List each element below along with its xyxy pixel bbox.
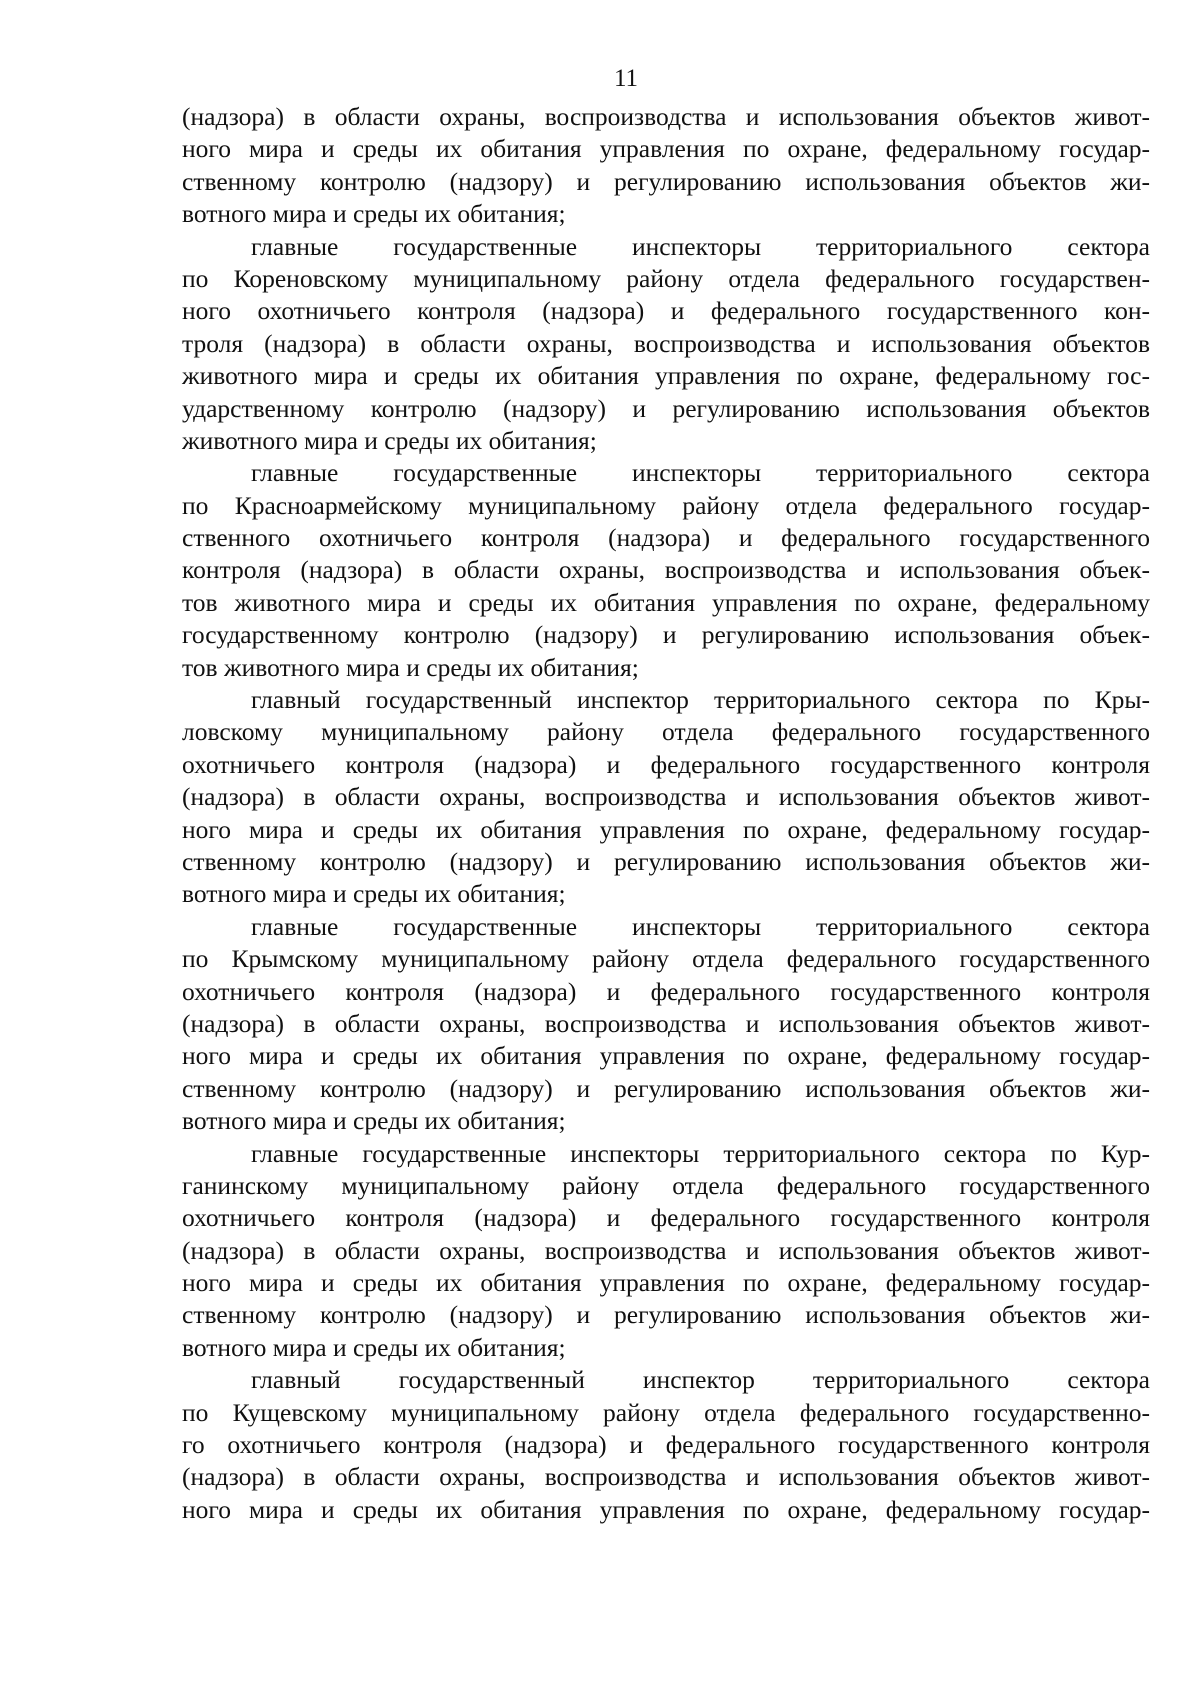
paragraph-line: ного охотничьего контроля (надзора) и федерального государственного кон-: [182, 296, 1150, 326]
paragraph-line: ственному контролю (надзору) и регулированию использования объектов жи-: [182, 1300, 1150, 1330]
paragraph-line: (надзора) в области охраны, воспроизводства и использования объектов живот-: [182, 102, 1150, 131]
paragraph-line: ударственному контролю (надзору) и регулированию использования объектов: [182, 393, 1150, 423]
paragraph-line: ного мира и среды их обитания управления по охране, федеральному государ-: [182, 1041, 1150, 1071]
paragraph-line: ловскому муниципальному району отдела федерального государственного: [182, 717, 1150, 747]
paragraph-line: государственному контролю (надзору) и регулированию использования объек-: [182, 620, 1150, 650]
paragraph-line: охотничьего контроля (надзора) и федерального государственного контроля: [182, 1203, 1150, 1233]
paragraph-line: троля (надзора) в области охраны, воспроизводства и использования объектов: [182, 328, 1150, 358]
paragraph-line: главные государственные инспекторы территориального сектора: [251, 911, 1150, 941]
paragraph-line: ственному контролю (надзору) и регулированию использования объектов жи-: [182, 846, 1150, 876]
paragraph-line: ного мира и среды их обитания управления по охране, федеральному государ-: [182, 1494, 1150, 1524]
paragraph-line: (надзора) в области охраны, воспроизводства и использования объектов живот-: [182, 1462, 1150, 1492]
paragraph: [182, 1364, 1150, 1526]
paragraph-line: ного мира и среды их обитания управления по охране, федеральному государ-: [182, 814, 1150, 844]
paragraph-line: главные государственные инспекторы территориального сектора: [251, 458, 1150, 488]
paragraph: [182, 1138, 1150, 1365]
paragraph-line: охотничьего контроля (надзора) и федерального государственного контроля: [182, 976, 1150, 1006]
paragraph-line: животного мира и среды их обитания управления по охране, федеральному гос-: [182, 361, 1150, 391]
paragraph-line: ного мира и среды их обитания управления по охране, федеральному государ-: [182, 134, 1150, 164]
paragraph-line: тов животного мира и среды их обитания;: [182, 652, 639, 682]
paragraph: [182, 101, 1150, 231]
paragraph-line: вотного мира и среды их обитания;: [182, 1106, 566, 1136]
page-number: 11: [613, 65, 639, 92]
paragraph-line: по Кущевскому муниципальному району отдела федерального государственно-: [182, 1397, 1150, 1427]
body-text: [182, 101, 1150, 1526]
paragraph-line: по Красноармейскому муниципальному району отдела федерального государ-: [182, 490, 1150, 520]
paragraph-line: охотничьего контроля (надзора) и федерального государственного контроля: [182, 749, 1150, 779]
paragraph-line: ственному контролю (надзору) и регулированию использования объектов жи-: [182, 1073, 1150, 1103]
paragraph-line: (надзора) в области охраны, воспроизводства и использования объектов живот-: [182, 1235, 1150, 1265]
paragraph-line: вотного мира и среды их обитания;: [182, 199, 566, 229]
paragraph-line: вотного мира и среды их обитания;: [182, 879, 566, 909]
paragraph-line: ственному контролю (надзору) и регулированию использования объектов жи-: [182, 166, 1150, 196]
paragraph-line: по Крымскому муниципальному району отдела федерального государственного: [182, 944, 1150, 974]
paragraph-line: ственного охотничьего контроля (надзора) и федерального государственного: [182, 523, 1150, 553]
paragraph-line: ганинскому муниципальному району отдела федерального государственного: [182, 1170, 1150, 1200]
paragraph-line: ного мира и среды их обитания управления по охране, федеральному государ-: [182, 1268, 1150, 1298]
paragraph-line: контроля (надзора) в области охраны, воспроизводства и использования объек-: [182, 555, 1150, 585]
paragraph-line: главный государственный инспектор территориального сектора: [251, 1365, 1150, 1395]
paragraph: [182, 684, 1150, 911]
paragraph-line: тов животного мира и среды их обитания управления по охране, федеральному: [182, 587, 1150, 617]
paragraph-line: по Кореновскому муниципальному району отдела федерального государствен-: [182, 263, 1150, 293]
paragraph-line: главные государственные инспекторы территориального сектора по Кур-: [251, 1138, 1150, 1168]
paragraph: [182, 457, 1150, 684]
paragraph-line: (надзора) в области охраны, воспроизводства и использования объектов живот-: [182, 782, 1150, 812]
paragraph-line: го охотничьего контроля (надзора) и федерального государственного контроля: [182, 1430, 1150, 1460]
paragraph-line: животного мира и среды их обитания;: [182, 425, 597, 455]
paragraph: [182, 911, 1150, 1138]
paragraph-line: главный государственный инспектор территориального сектора по Кры-: [251, 685, 1150, 715]
paragraph-line: главные государственные инспекторы территориального сектора: [251, 231, 1150, 261]
paragraph: [182, 231, 1150, 458]
paragraph-line: (надзора) в области охраны, воспроизводства и использования объектов живот-: [182, 1008, 1150, 1038]
paragraph-line: вотного мира и среды их обитания;: [182, 1332, 566, 1362]
